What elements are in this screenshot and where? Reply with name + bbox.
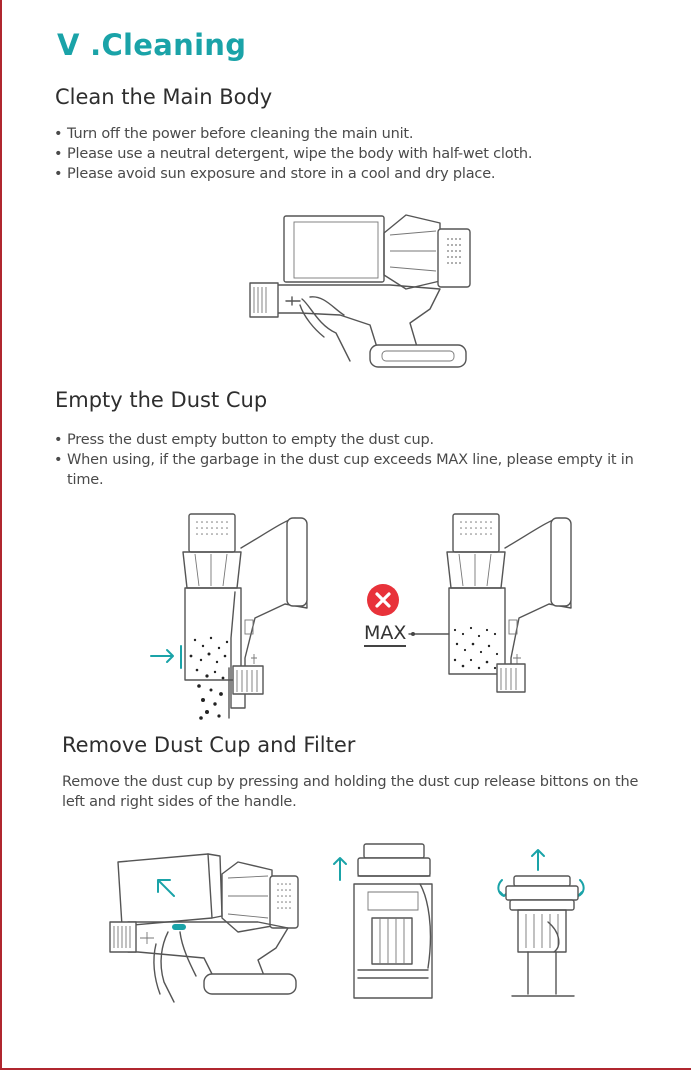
dust-cup-bullets bbox=[54, 430, 654, 490]
max-label: MAX bbox=[364, 622, 406, 647]
main-body-illustration bbox=[240, 205, 480, 377]
remove-text: Remove the dust cup by pressing and holding the dust cup release bittons on the left and right sides of the handle. bbox=[62, 774, 639, 810]
main-body-heading: Clean the Main Body bbox=[55, 85, 273, 109]
remove-heading: Remove Dust Cup and Filter bbox=[62, 733, 356, 757]
arrow-right-icon bbox=[151, 646, 181, 668]
list-item: • Please use a neutral detergent, wipe the body with half-wet cloth. bbox=[54, 144, 654, 164]
filter-illustration bbox=[488, 842, 598, 1007]
dust-cup-max-illustration bbox=[405, 508, 585, 708]
main-body-bullets bbox=[54, 124, 654, 184]
list-item: • Press the dust empty button to empty the dust cup. bbox=[54, 430, 654, 450]
arrow-up-icon bbox=[334, 858, 346, 880]
list-item: • Turn off the power before cleaning the main unit. bbox=[54, 124, 654, 144]
dust-cup-heading: Empty the Dust Cup bbox=[55, 388, 268, 412]
lift-cup-illustration bbox=[328, 838, 438, 1008]
section-title: V .Cleaning bbox=[57, 28, 247, 62]
x-circle-icon bbox=[366, 583, 400, 617]
arrow-up-icon bbox=[532, 850, 544, 870]
dust-cup-empty-illustration bbox=[145, 508, 320, 723]
page-border-left bbox=[0, 0, 2, 1070]
list-item: • Please avoid sun exposure and store in a cool and dry place. bbox=[54, 164, 654, 184]
remove-cup-illustration bbox=[108, 852, 308, 1004]
list-item: • When using, if the garbage in the dust cup exceeds MAX line, please empty it in time. bbox=[54, 450, 654, 490]
